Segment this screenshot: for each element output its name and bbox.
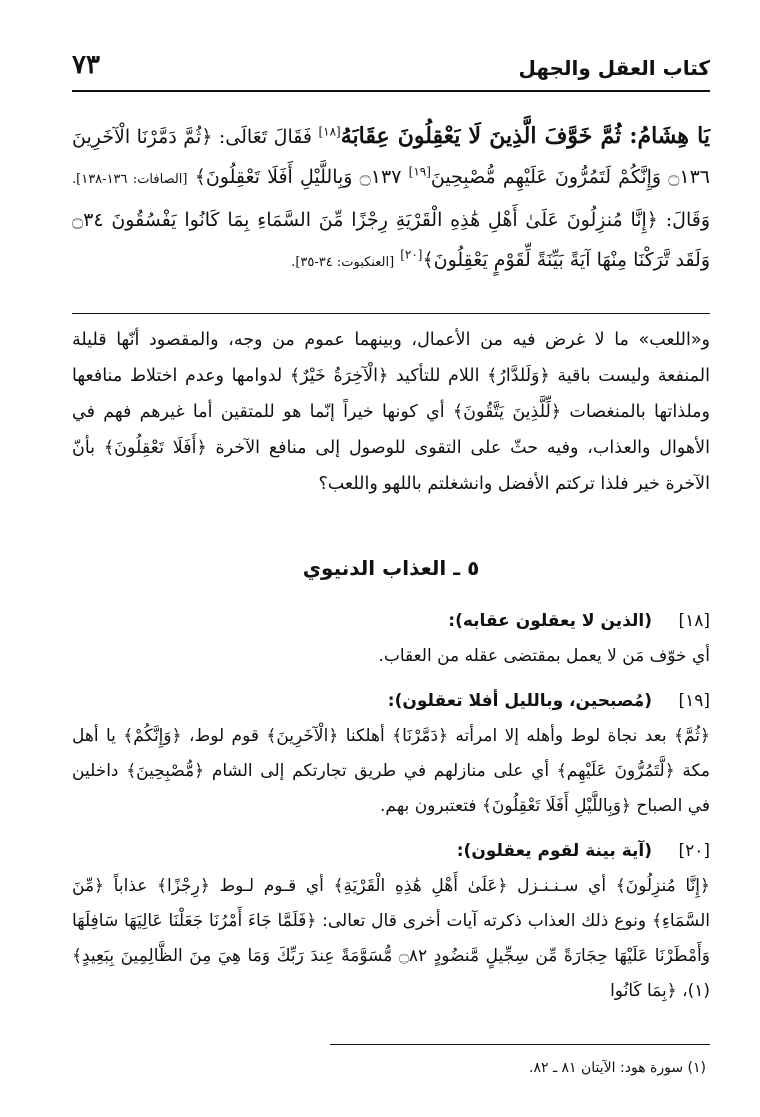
verse-reference-2: [العنكبوت: ٣٤-٣٥].: [291, 255, 395, 270]
hadith-lead: يَا هِشَامُ: ثُمَّ خَوَّفَ الَّذِينَ لَا يَعْقِلُونَ عِقَابَهُ: [340, 123, 710, 149]
notes-list: [72, 604, 710, 1019]
note-heading: [72, 604, 710, 639]
note-item: [72, 604, 710, 674]
note-title: (مُصبحين، وبالليل أفلا تعقلون):: [387, 691, 652, 711]
hadith-verse-3: وَقَالَ: ﴿إِنَّا مُنزِلُونَ عَلَىٰ أَهْلِ هَٰذِهِ الْقَرْيَةِ رِجْزًا مِّنَ السَّمَاءِ بِمَا كَانُوا يَفْسُقُونَ ۝٣٤ وَلَقَد تَّرَكْنَا مِنْهَا آيَةً بَيِّنَةً لِّقَوْمٍ يَعْقِلُونَ﴾: [72, 209, 710, 271]
note-ref-18: [١٨]: [318, 124, 341, 139]
note-body: ﴿ثُمَّ﴾ بعد نجاة لوط وأهله إلا امرأته ﴿دَمَّرْنَا﴾ أهلكنا ﴿الْآخَرِينَ﴾ قوم لوط، ﴿وَإِنَّكُمْ﴾ يا أهل مكة ﴿لَّتَمُرُّونَ عَلَيْهِم﴾ أي على منازلهم في طريق تجارتكم إلى الشام ﴿مُّصْبِحِينَ﴾ داخلين في الصباح ﴿وَبِاللَّيْلِ أَفَلَا تَعْقِلُونَ﴾ فتعتبرون بهم.: [72, 726, 710, 816]
note-number: [١٨]: [678, 611, 710, 631]
note-body: ﴿إِنَّا مُنزِلُونَ﴾ أي سـنـنـزل ﴿عَلَىٰ أَهْلِ هَٰذِهِ الْقَرْيَةِ﴾ أي قـوم لـوط ﴿رِجْزًا﴾ عذاباً ﴿مِّنَ السَّمَاءِ﴾ ونوع ذلك العذاب ذكرته آيات أخرى قال تعالى: ﴿فَلَمَّا جَاءَ أَمْرُنَا جَعَلْنَا عَالِيَهَا سَافِلَهَا وَأَمْطَرْنَا عَلَيْهَا حِجَارَةً مِّن سِجِّيلٍ مَّنضُودٍ ۝٨٢ مُّسَوَّمَةً عِندَ رَبِّكَ وَمَا هِيَ مِنَ الظَّالِمِينَ بِبَعِيدٍ﴾(١)، ﴿بِمَا كَانُوا: [72, 876, 710, 1001]
note-body: أي خوّف مَن لا يعمل بمقتضى عقله من العقاب.: [378, 646, 710, 666]
section-heading: ٥ ـ العذاب الدنيوي: [302, 556, 480, 580]
section-rule: [72, 313, 710, 314]
hadith-text: [72, 116, 710, 283]
page-number: ٧٣: [72, 50, 100, 80]
note-ref-19: [١٩]: [408, 164, 431, 179]
page-header: [72, 44, 710, 84]
header-rule: [72, 90, 710, 92]
note-ref-20: [٢٠]: [400, 247, 423, 262]
book-title: كتاب العقل والجهل: [518, 56, 710, 80]
note-heading: [72, 684, 710, 719]
commentary-paragraph: و«اللعب» ما لا غرض فيه من الأعمال، وبينهما عموم من وجه، والمقصود أنّها قليلة المنفعة وليست باقية ﴿وَلَلدَّارُ﴾ اللام للتأكيد ﴿الْآخِرَةُ خَيْرٌ﴾ لدوامها وعدم اختلاط منافعها وملذاتها بالمنغصات ﴿لِّلَّذِينَ يَتَّقُونَ﴾ أي كونها خيراً إنّما هو للمتقين أما غيرهم فهم في الأهوال والعذاب، وفيه حثّ على التقوى للوصول إلى منافع الآخرة ﴿أَفَلَا تَعْقِلُونَ﴾ بأنّ الآخرة خير فلذا تركتم الأفضل وانشغلتم باللهو واللعب؟: [72, 330, 710, 494]
note-title: (الذين لا يعقلون عقابه):: [448, 611, 652, 631]
note-heading: [72, 834, 710, 869]
footnote-rule: [330, 1044, 710, 1045]
note-title: (آية بينة لقوم يعقلون):: [456, 841, 652, 861]
footnote: (١) سورة هود: الآيتان ٨١ ـ ٨٢.: [529, 1060, 706, 1076]
note-item: [72, 684, 710, 824]
note-number: [١٩]: [678, 691, 710, 711]
verse-reference-1: [الصافات: ١٣٦-١٣٨].: [72, 172, 188, 187]
note-number: [٢٠]: [678, 841, 710, 861]
note-item: [72, 834, 710, 1009]
hadith-verse-2: ۝١٣٧ وَبِاللَّيْلِ أَفَلَا تَعْقِلُونَ﴾: [194, 166, 402, 188]
hadith-verse-1: فَقَالَ تَعَالَى: ﴿ثُمَّ دَمَّرْنَا الْآخَرِينَ ۝١٣٦ وَإِنَّكُمْ لَتَمُرُّونَ عَلَيْهِم مُّصْبِحِينَ: [72, 126, 711, 188]
